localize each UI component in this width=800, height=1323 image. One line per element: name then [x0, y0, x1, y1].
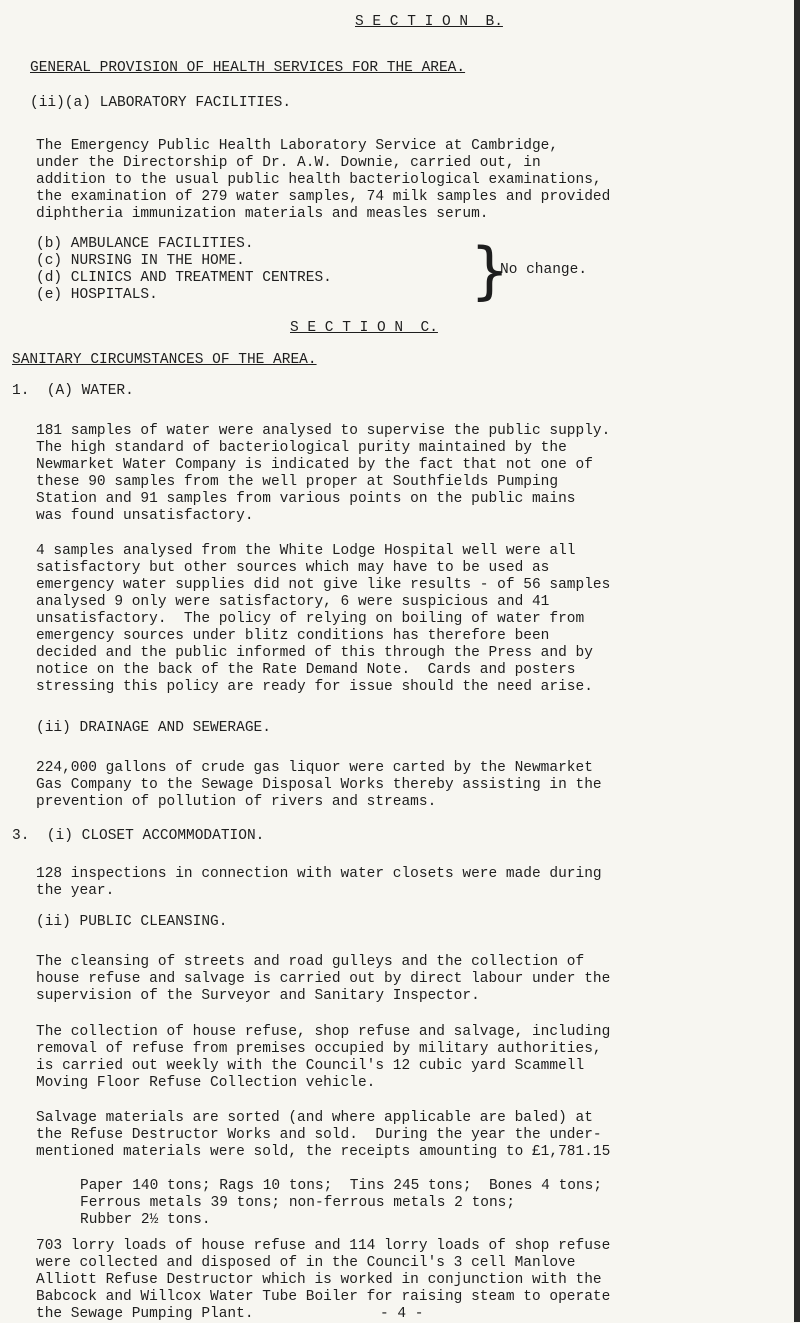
closet-heading: 3. (i) CLOSET ACCOMMODATION. [12, 828, 265, 844]
water-para-line: decided and the public informed of this through the Press and by [36, 645, 593, 661]
no-change-note: No change. [500, 262, 588, 278]
lorry-para-line: were collected and disposed of in the Council's 3 cell Manlove [36, 1255, 576, 1271]
lab-para-line: under the Directorship of Dr. A.W. Downie, carried out, in [36, 155, 541, 171]
list-item: (c) NURSING IN THE HOME. [36, 253, 245, 269]
cleansing-para-line: house refuse and salvage is carried out by direct labour under the [36, 971, 611, 987]
water-para-line: emergency water supplies did not give like results - of 56 samples [36, 577, 611, 593]
drainage-para-line: prevention of pollution of rivers and streams. [36, 794, 437, 810]
salvage-para-line: mentioned materials were sold, the receipts amounting to £1,781.15 [36, 1144, 611, 1160]
water-para-line: 4 samples analysed from the White Lodge Hospital well were all [36, 543, 576, 559]
section-b-heading: S E C T I O N B. [355, 14, 503, 30]
cleansing-para-line: The collection of house refuse, shop refuse and salvage, including [36, 1024, 611, 1040]
brace-glyph: } [470, 234, 510, 307]
lab-para-line: The Emergency Public Health Laboratory Service at Cambridge, [36, 138, 559, 154]
closet-para-line: 128 inspections in connection with water closets were made during [36, 866, 602, 882]
cleansing-para-line: The cleansing of streets and road gulleys and the collection of [36, 954, 585, 970]
water-para-line: was found unsatisfactory. [36, 508, 254, 524]
lab-subheading: (ii)(a) LABORATORY FACILITIES. [30, 95, 292, 111]
list-item: (d) CLINICS AND TREATMENT CENTRES. [36, 270, 332, 286]
lab-para-line: diphtheria immunization materials and measles serum. [36, 206, 489, 222]
water-para-line: stressing this policy are ready for issue should the need arise. [36, 679, 593, 695]
materials-line: Rubber 2½ tons. [80, 1212, 211, 1228]
page-edge [794, 0, 800, 1322]
lorry-para-line: the Sewage Pumping Plant. [36, 1306, 254, 1322]
water-para-line: Newmarket Water Company is indicated by the fact that not one of [36, 457, 593, 473]
lorry-para-line: Babcock and Willcox Water Tube Boiler for raising steam to operate [36, 1289, 611, 1305]
list-item: (b) AMBULANCE FACILITIES. [36, 236, 254, 252]
materials-line: Ferrous metals 39 tons; non-ferrous metals 2 tons; [80, 1195, 516, 1211]
water-heading: 1. (A) WATER. [12, 383, 134, 399]
cleansing-para-line: supervision of the Surveyor and Sanitary Inspector. [36, 988, 480, 1004]
salvage-para-line: the Refuse Destructor Works and sold. During the year the under- [36, 1127, 602, 1143]
water-para-line: these 90 samples from the well proper at Southfields Pumping [36, 474, 559, 490]
section-b-title: GENERAL PROVISION OF HEALTH SERVICES FOR THE AREA. [30, 60, 466, 76]
salvage-para-line: Salvage materials are sorted (and where applicable are baled) at [36, 1110, 593, 1126]
cleansing-heading: (ii) PUBLIC CLEANSING. [36, 914, 228, 930]
water-para-line: analysed 9 only were satisfactory, 6 were suspicious and 41 [36, 594, 550, 610]
water-para-line: The high standard of bacteriological purity maintained by the [36, 440, 567, 456]
drainage-para-line: Gas Company to the Sewage Disposal Works thereby assisting in the [36, 777, 602, 793]
lorry-para-line: 703 lorry loads of house refuse and 114 lorry loads of shop refuse [36, 1238, 611, 1254]
lorry-para-line: Alliott Refuse Destructor which is worked in conjunction with the [36, 1272, 602, 1288]
section-c-title: SANITARY CIRCUMSTANCES OF THE AREA. [12, 352, 317, 368]
lab-para-line: addition to the usual public health bacteriological examinations, [36, 172, 602, 188]
cleansing-para-line: Moving Floor Refuse Collection vehicle. [36, 1075, 376, 1091]
closet-para-line: the year. [36, 883, 115, 899]
drainage-para-line: 224,000 gallons of crude gas liquor were carted by the Newmarket [36, 760, 593, 776]
cleansing-para-line: is carried out weekly with the Council's 12 cubic yard Scammell [36, 1058, 585, 1074]
water-para-line: emergency sources under blitz conditions has therefore been [36, 628, 550, 644]
water-para-line: Station and 91 samples from various points on the public mains [36, 491, 576, 507]
lab-para-line: the examination of 279 water samples, 74 milk samples and provided [36, 189, 611, 205]
page-number: - 4 - [380, 1306, 424, 1322]
water-para-line: satisfactory but other sources which may have to be used as [36, 560, 550, 576]
water-para-line: 181 samples of water were analysed to supervise the public supply. [36, 423, 611, 439]
materials-line: Paper 140 tons; Rags 10 tons; Tins 245 tons; Bones 4 tons; [80, 1178, 603, 1194]
cleansing-para-line: removal of refuse from premises occupied by military authorities, [36, 1041, 602, 1057]
water-para-line: notice on the back of the Rate Demand Note. Cards and posters [36, 662, 576, 678]
list-item: (e) HOSPITALS. [36, 287, 158, 303]
section-c-heading: S E C T I O N C. [290, 320, 438, 336]
water-para-line: unsatisfactory. The policy of relying on boiling of water from [36, 611, 585, 627]
drainage-heading: (ii) DRAINAGE AND SEWERAGE. [36, 720, 271, 736]
